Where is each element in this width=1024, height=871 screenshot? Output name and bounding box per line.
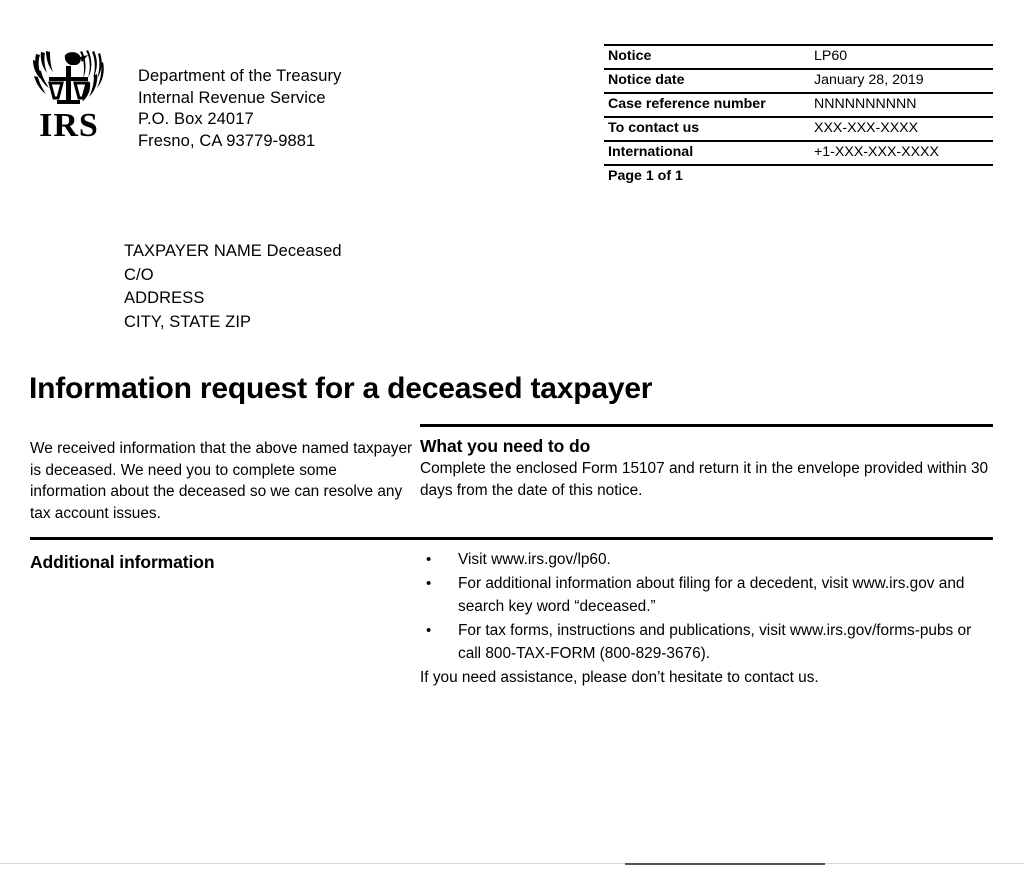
notice-info-table <box>604 44 993 188</box>
table-row <box>604 141 993 165</box>
notice-value: LP60 <box>812 45 993 69</box>
agency-address-line: P.O. Box 24017 <box>138 110 254 128</box>
notice-date-value: January 28, 2019 <box>812 69 993 93</box>
international-value: +1-XXX-XXX-XXXX <box>812 141 993 165</box>
bullet-icon: • <box>426 574 432 592</box>
list-item <box>420 572 993 619</box>
closing-assistance-text: If you need assistance, please don’t hesitate to contact us. <box>420 668 819 686</box>
what-you-need-to-do-section <box>420 424 993 501</box>
taxpayer-street: ADDRESS <box>124 289 205 307</box>
additional-information-body <box>420 548 993 689</box>
contact-label: To contact us <box>604 117 812 141</box>
list-item-text: Visit www.irs.gov/lp60. <box>458 551 611 568</box>
table-row <box>604 93 993 117</box>
irs-logo <box>30 46 108 142</box>
taxpayer-address-block <box>124 240 342 334</box>
taxpayer-name: TAXPAYER NAME Deceased <box>124 242 342 260</box>
scan-edge-mark <box>625 863 825 865</box>
additional-information-list <box>420 548 993 666</box>
additional-information-heading: Additional information <box>30 552 215 572</box>
agency-address-line: Internal Revenue Service <box>138 88 326 107</box>
list-item <box>420 548 993 572</box>
svg-text:IRS: IRS <box>39 107 99 142</box>
table-row <box>604 45 993 69</box>
what-you-need-to-do-text: Complete the enclosed Form 15107 and return it in the envelope provided within 30 days from the date of this notice. <box>420 460 989 499</box>
scan-edge-line <box>0 863 1024 864</box>
bullet-icon: • <box>426 551 432 568</box>
table-row <box>604 165 993 188</box>
bullet-icon: • <box>426 621 432 639</box>
page-header <box>30 44 993 204</box>
page-indicator: Page 1 of 1 <box>604 165 993 188</box>
notice-label: Notice <box>604 45 812 69</box>
contact-value: XXX-XXX-XXXX <box>812 117 993 141</box>
table-row <box>604 69 993 93</box>
table-row <box>604 117 993 141</box>
body-columns <box>30 424 993 524</box>
agency-address <box>138 66 341 152</box>
agency-address-line: Fresno, CA 93779-9881 <box>138 131 316 150</box>
case-reference-value: NNNNNNNNNN <box>812 93 993 117</box>
list-item-text: For additional information about filing for a decedent, visit www.irs.gov and search key word “deceased.” <box>458 574 965 615</box>
agency-identity <box>30 44 341 152</box>
additional-information-section <box>30 537 993 698</box>
page-title: Information request for a deceased taxpayer <box>29 372 653 406</box>
taxpayer-careof: C/O <box>124 265 154 284</box>
case-reference-label: Case reference number <box>604 93 812 117</box>
list-item-text: For tax forms, instructions and publications, visit www.irs.gov/forms-pubs or call 800-TAX-FORM (800-829-3676). <box>458 621 972 662</box>
international-label: International <box>604 141 812 165</box>
notice-date-label: Notice date <box>604 69 812 93</box>
intro-paragraph: We received information that the above named taxpayer is deceased. We need you to complete some information about the deceased so we can resolve any tax account issues. <box>30 440 413 522</box>
what-you-need-to-do-heading: What you need to do <box>420 436 591 456</box>
taxpayer-city-state-zip: CITY, STATE ZIP <box>124 312 252 331</box>
agency-address-line: Department of the Treasury <box>138 67 342 85</box>
list-item <box>420 619 993 666</box>
